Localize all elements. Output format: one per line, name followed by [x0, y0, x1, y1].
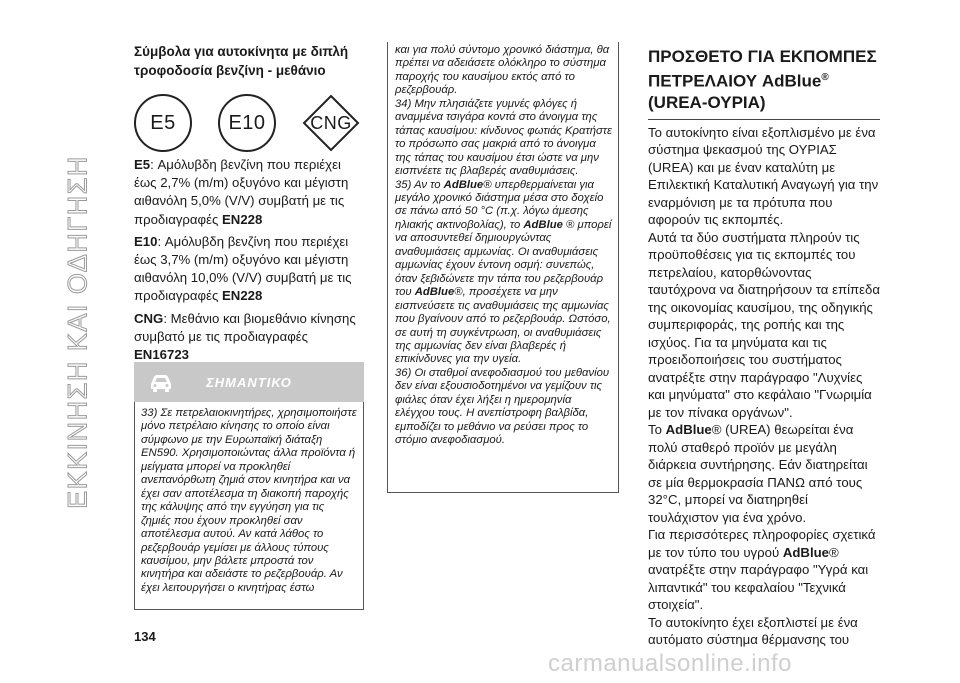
- notice-header: [134, 362, 364, 402]
- important-notice: [134, 362, 364, 610]
- watermark: carmanualsonline.info: [548, 650, 792, 677]
- cng-badge-icon: CNG: [302, 94, 360, 152]
- notice-body: [134, 402, 364, 610]
- fuel-desc-e5: E5: Αμόλυβδη βενζίνη που περιέχει έως 2,7% (m/m) οξυγόνο και μέγιστη αιθανόλη 5,0% (V/V) συμβατή με τις προδιαγραφές EN228: [134, 157, 349, 227]
- adblue-para-2: Αυτά τα δύο συστήματα πληρούν τις προϋποθέσεις για τις εκπομπές του πετρελαίου, κατορθώνοντας ταυτόχρονα να διατηρήσουν τα επίπεδα της οικονομίας καυσίμου, της οδηγικής συμπεριφοράς, της ροπής και της ισχύος. Για τα μηνύματα και τις προειδοποιήσεις του συστήματος ανατρέξτε στην παράγραφο "Λυχνίες και μηνύματα" στο κεφάλαιο "Γνωριμία με τον πίνακα οργάνων".: [648, 229, 880, 420]
- e5-badge-icon: E5: [134, 94, 192, 152]
- adblue-section: [648, 46, 880, 649]
- page-number: 134: [134, 629, 156, 644]
- note-34: 34) Μην πλησιάζετε γυμνές φλόγες ή αναμμένα τσιγάρα κοντά στο άνοιγμα της τάπας καυσίμου: κίνδυνος φωτιάς Κρατήστε το πρόσωπο σας μακριά από το άνοιγμα της τάπας του καυσίμου έτσι ώστε να μην εισπνέετε τις βλαβερές αναθυμιάσεις.: [395, 97, 612, 178]
- fuel-badges: [134, 94, 360, 152]
- fuel-desc-e10: E10: Αμόλυβδη βενζίνη που περιέχει έως 3,7% (m/m) οξυγόνο και μέγιστη αιθανόλη 10,0% (V/V) συμβατή με τις προδιαγραφές EN228: [134, 233, 352, 304]
- adblue-para-5: Το αυτοκίνητο έχει εξοπλιστεί με ένα αυτόματο σύστημα θέρμανσης του: [648, 614, 858, 648]
- notice-title: ΣΗΜΑΝΤΙΚΟ: [206, 374, 292, 390]
- notice-text: 33) Σε πετρελαιοκινητήρες, χρησιμοποιήστε μόνο πετρέλαιο κίνησης το οποίο είναι σύμφωνο με την Ευρωπαϊκή διάταξη EN590. Χρησιμοποιώντας άλλα προϊόντα ή μείγματα μπορεί να προκληθεί ανεπανόρθωτη ζημιά στον κινητήρα και να έχει σαν αποτέλεσμα τη διακοπή παροχής της κάλυψης από την εγγύηση για τις ζημιές που έχουν προκληθεί σαν αποτέλεσμα αυτού. Αν κατά λάθος το ρεζερβουάρ γεμίσει με άλλους τύπους καυσίμου, μην βάλετε μπροστά τον κινητήρα και αδειάστε το ρεζερβουάρ. Αν έχει λειτουργήσει ο κινητήρας έστω: [141, 407, 357, 594]
- fuel-symbols-section: [134, 42, 364, 364]
- notice-continuation: [387, 42, 619, 493]
- adblue-heading: ΠΡΟΣΘΕΤΟ ΓΙΑ ΕΚΠΟΜΠΕΣ ΠΕΤΡΕΛΑΙΟΥ AdBlue® (UREA-ΟΥΡΙΑ): [648, 47, 877, 112]
- note-33-cont: και για πολύ σύντομο χρονικό διάστημα, θα πρέπει να αδειάσετε ολόκληρο το σύστημα παροχής του καυσίμου εκτός από το ρεζερβουάρ.: [395, 44, 610, 97]
- adblue-para-4: Για περισσότερες πληροφορίες σχετικά με τον τύπο του υγρού AdBlue® ανατρέξτε στην παράγραφο "Υγρά και λιπαντικά" του κεφαλαίου "Τεχνικά στοιχεία".: [648, 527, 876, 613]
- adblue-para-1: Το αυτοκίνητο είναι εξοπλισμένο με ένα σύστημα ψεκασμού της ΟΥΡΙΑΣ (UREA) και με έναν καταλύτη με Επιλεκτική Καταλυτική Αναγωγή για την εναρμόνιση με τα πρότυπα που αφορούν τις εκπομπές.: [648, 124, 879, 228]
- adblue-body: [648, 124, 880, 649]
- fuel-symbols-heading: Σύμβολα για αυτοκίνητα με διπλή τροφοδοσία βενζίνη - μεθάνιο: [134, 44, 349, 78]
- e10-badge-icon: E10: [218, 94, 276, 152]
- car-warning-icon: [148, 370, 174, 394]
- note-36: 36) Οι σταθμοί ανεφοδιασμού του μεθανίου δεν είναι εξουσιοδοτημένοι να γεμίζουν τις φιάλες όταν έχει λήξει η ημερομηνία ελέγχου τους. Η ανεπίστροφη βαλβίδα, εμποδίζει το μεθάνιο να ρεύσει προς το στόμιο ανεφοδιασμού.: [395, 366, 610, 447]
- heading-rule: [648, 119, 880, 120]
- chapter-side-title: ΕΚΚΙΝΗΣΗ ΚΑΙ ΟΔΗΓΗΣΗ: [62, 155, 93, 509]
- fuel-desc-cng: CNG: Μεθάνιο και βιομεθάνιο κίνησης συμβατό με τις προδιαγραφές EN16723: [134, 310, 356, 363]
- adblue-para-3: Το AdBlue® (UREA) θεωρείται ένα πολύ σταθερό προϊόν με μεγάλη διάρκεια συντήρησης. Εάν διατηρείται σε μία θερμοκρασία ΠΑΝΩ από τους 32°C, μπορεί να διατηρηθεί τουλάχιστον για ένα χρόνο.: [648, 422, 868, 525]
- note-35: 35) Αν το AdBlue® υπερθερμαίνεται για μεγάλο χρονικό διάστημα μέσα στο δοχείο σε πάνω από 50 °C (π.χ. λόγω άμεσης ηλιακής ακτινοβολίας), το AdBlue ® μπορεί να αποσυντεθεί δημιουργώντας αναθυμιάσεις αμμωνίας. Οι αναθυμιάσεις αμμωνίας έχουν έντονη οσμή: συνεπώς, όταν ξεβιδώνετε την τάπα του ρεζερβουάρ του AdBlue®, προσέχετε να μην εισπνεύσετε τις αναθυμιάσεις της αμμωνίας που βγαίνουν από το ρεζερβουάρ. Ωστόσο, σε αυτή τη συγκέντρωση, οι αναθυμιάσεις της αμμωνίας δεν είναι βλαβερές ή επικίνδυνες για την υγεία.: [395, 178, 612, 366]
